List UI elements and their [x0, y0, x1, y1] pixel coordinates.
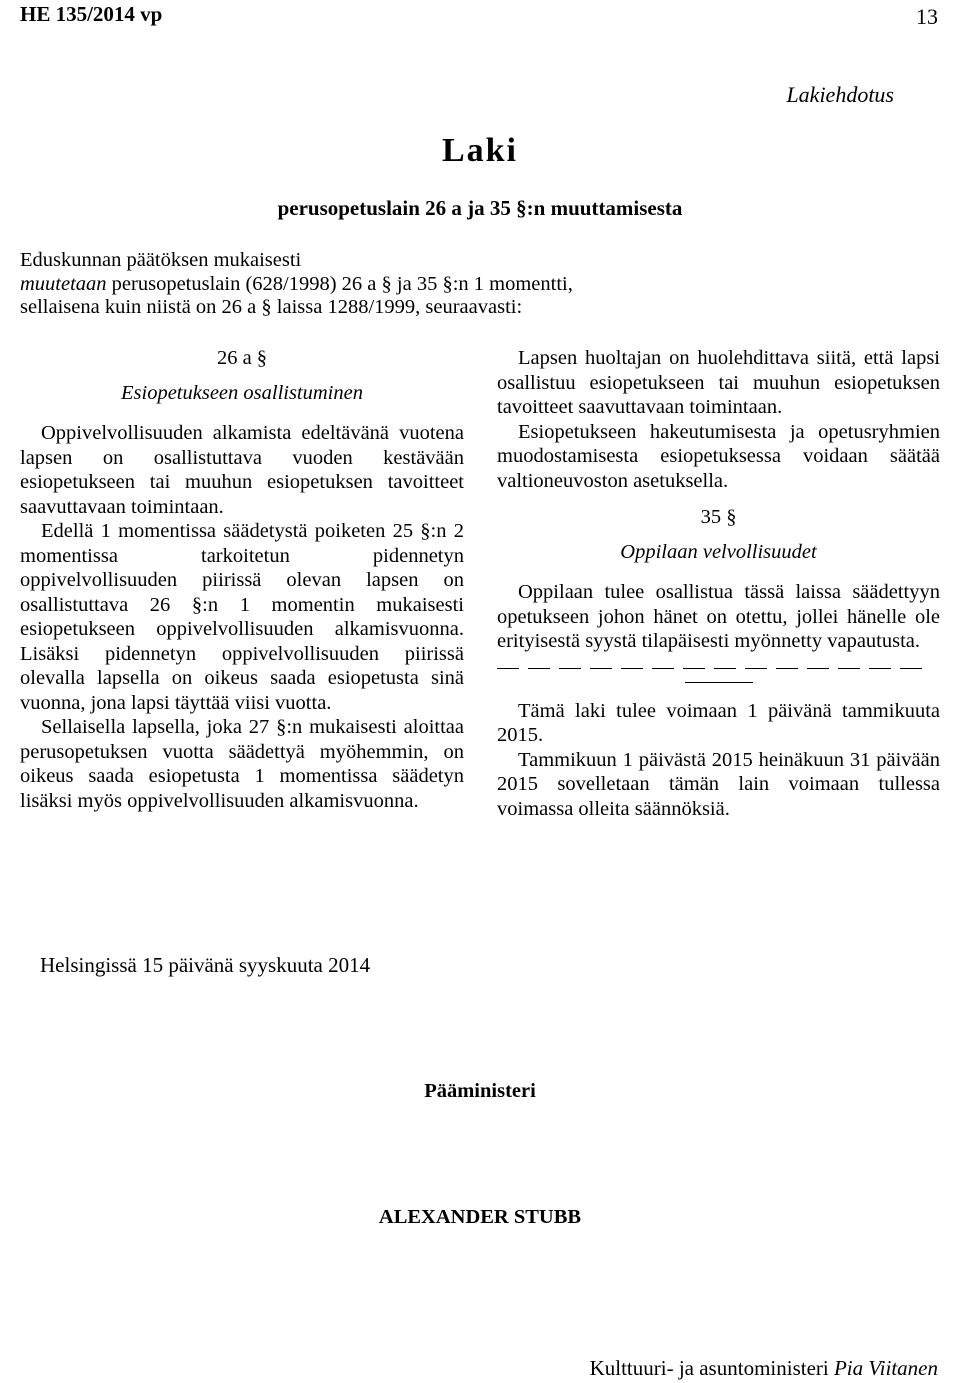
- dash-segment: [776, 668, 798, 669]
- enacting-verb: muutetaan: [20, 272, 107, 295]
- enacting-line-2-text: perusopetuslain (628/1998) 26 a § ja 35 §:n 1 momentti,: [106, 272, 573, 295]
- dash-segment: [559, 668, 581, 669]
- page-number: 13: [916, 4, 938, 29]
- minister-signature: [590, 1356, 938, 1381]
- section-35-paragraph-1: Oppilaan tulee osallistua tässä laissa säädettyyn opetukseen johon hänet on otettu, jollei hänelle ole erityisestä syystä tilapäisesti myönnetty vapautusta.: [497, 581, 940, 652]
- dash-segment: [621, 668, 643, 669]
- minister-title: Kulttuuri- ja asuntoministeri: [589, 1356, 829, 1380]
- entry-into-force-paragraph-2: Tammikuun 1 päivästä 2015 heinäkuun 31 päivään 2015 sovelletaan tämän lain voimaan tullessa voimassa olleita säännöksiä.: [497, 748, 940, 820]
- law-subtitle: perusopetuslain 26 a ja 35 §:n muuttamisesta: [277, 196, 683, 220]
- entry-into-force-paragraph-1: Tämä laki tulee voimaan 1 päivänä tammikuuta 2015.: [497, 699, 940, 746]
- dash-segment: [900, 668, 922, 669]
- dash-segment: [807, 668, 829, 669]
- prime-minister-title: Pääministeri: [424, 1080, 536, 1102]
- dash-segment: [683, 668, 705, 669]
- dash-segment: [528, 668, 550, 669]
- document-id: HE 135/2014 vp: [20, 2, 163, 26]
- dash-segment: [869, 668, 891, 669]
- left-column: [20, 346, 464, 813]
- enacting-line-3: sellaisena kuin niistä on 26 a § laissa 1288/1999, seuraavasti:: [20, 296, 523, 318]
- section-26a-paragraph-1: Oppivelvollisuuden alkamista edeltävänä vuotena lapsen on osallistuttava vuoden kestävään esiopetukseen tai muuhun esiopetuksen tavoitteet saavuttavaan toimintaan.: [20, 422, 464, 518]
- section-26a-paragraph-2: Edellä 1 momentissa säädetystä poiketen 25 §:n 2 momentissa tarkoitetun pidennetyn oppivelvollisuuden piirissä olevan lapsen on osallistuttava 26 §:n 1 momentin mukaisesti esiopetukseen oppivelvollisuuden alkamisvuonna. Lisäksi pidennetyn oppivelvollisuuden piirissä olevalla lapsella on oikeus saada esiopetusta sinä vuonna, jona lapsi täyttää viisi vuotta.: [20, 520, 464, 714]
- dash-segment: [714, 668, 736, 669]
- prime-minister-name: ALEXANDER STUBB: [378, 1206, 582, 1228]
- document-type: Lakiehdotus: [786, 82, 894, 107]
- place-and-date: Helsingissä 15 päivänä syyskuuta 2014: [40, 953, 371, 977]
- enacting-clause: [20, 249, 920, 320]
- right-column: [497, 346, 940, 821]
- enacting-line-1: Eduskunnan päätöksen mukaisesti: [20, 249, 302, 271]
- short-separator: [685, 682, 753, 683]
- section-26a-number: 26 a §: [216, 347, 268, 369]
- enacting-line-2: [20, 273, 920, 297]
- law-title: Laki: [441, 132, 519, 169]
- dash-segment: [838, 668, 860, 669]
- section-35-title: Oppilaan velvollisuudet: [620, 540, 817, 563]
- dash-segment: [590, 668, 612, 669]
- dash-segment: [652, 668, 674, 669]
- dashed-separator: [497, 660, 940, 672]
- dash-segment: [745, 668, 767, 669]
- section-26a-title: Esiopetukseen osallistuminen: [121, 381, 363, 404]
- section-26a-paragraph-4: Lapsen huoltajan on huolehdittava siitä, että lapsi osallistuu esiopetukseen tai muuhun esiopetuksen tavoitteet saavuttavaan toimintaan.: [497, 347, 940, 418]
- section-35-number: 35 §: [700, 506, 737, 528]
- section-26a-paragraph-3: Sellaisella lapsella, joka 27 §:n mukaisesti aloittaa perusopetuksen vuotta säädettyä myöhemmin, on oikeus saada esiopetusta 1 momentissa säädetyn lisäksi myös oppivelvollisuuden alkamisvuonna.: [20, 716, 464, 812]
- dash-segment: [497, 668, 519, 669]
- minister-name: Pia Viitanen: [833, 1356, 938, 1380]
- section-26a-paragraph-5: Esiopetukseen hakeutumisesta ja opetusryhmien muodostamisesta esiopetuksessa voidaan säätää valtioneuvoston asetuksella.: [497, 420, 940, 492]
